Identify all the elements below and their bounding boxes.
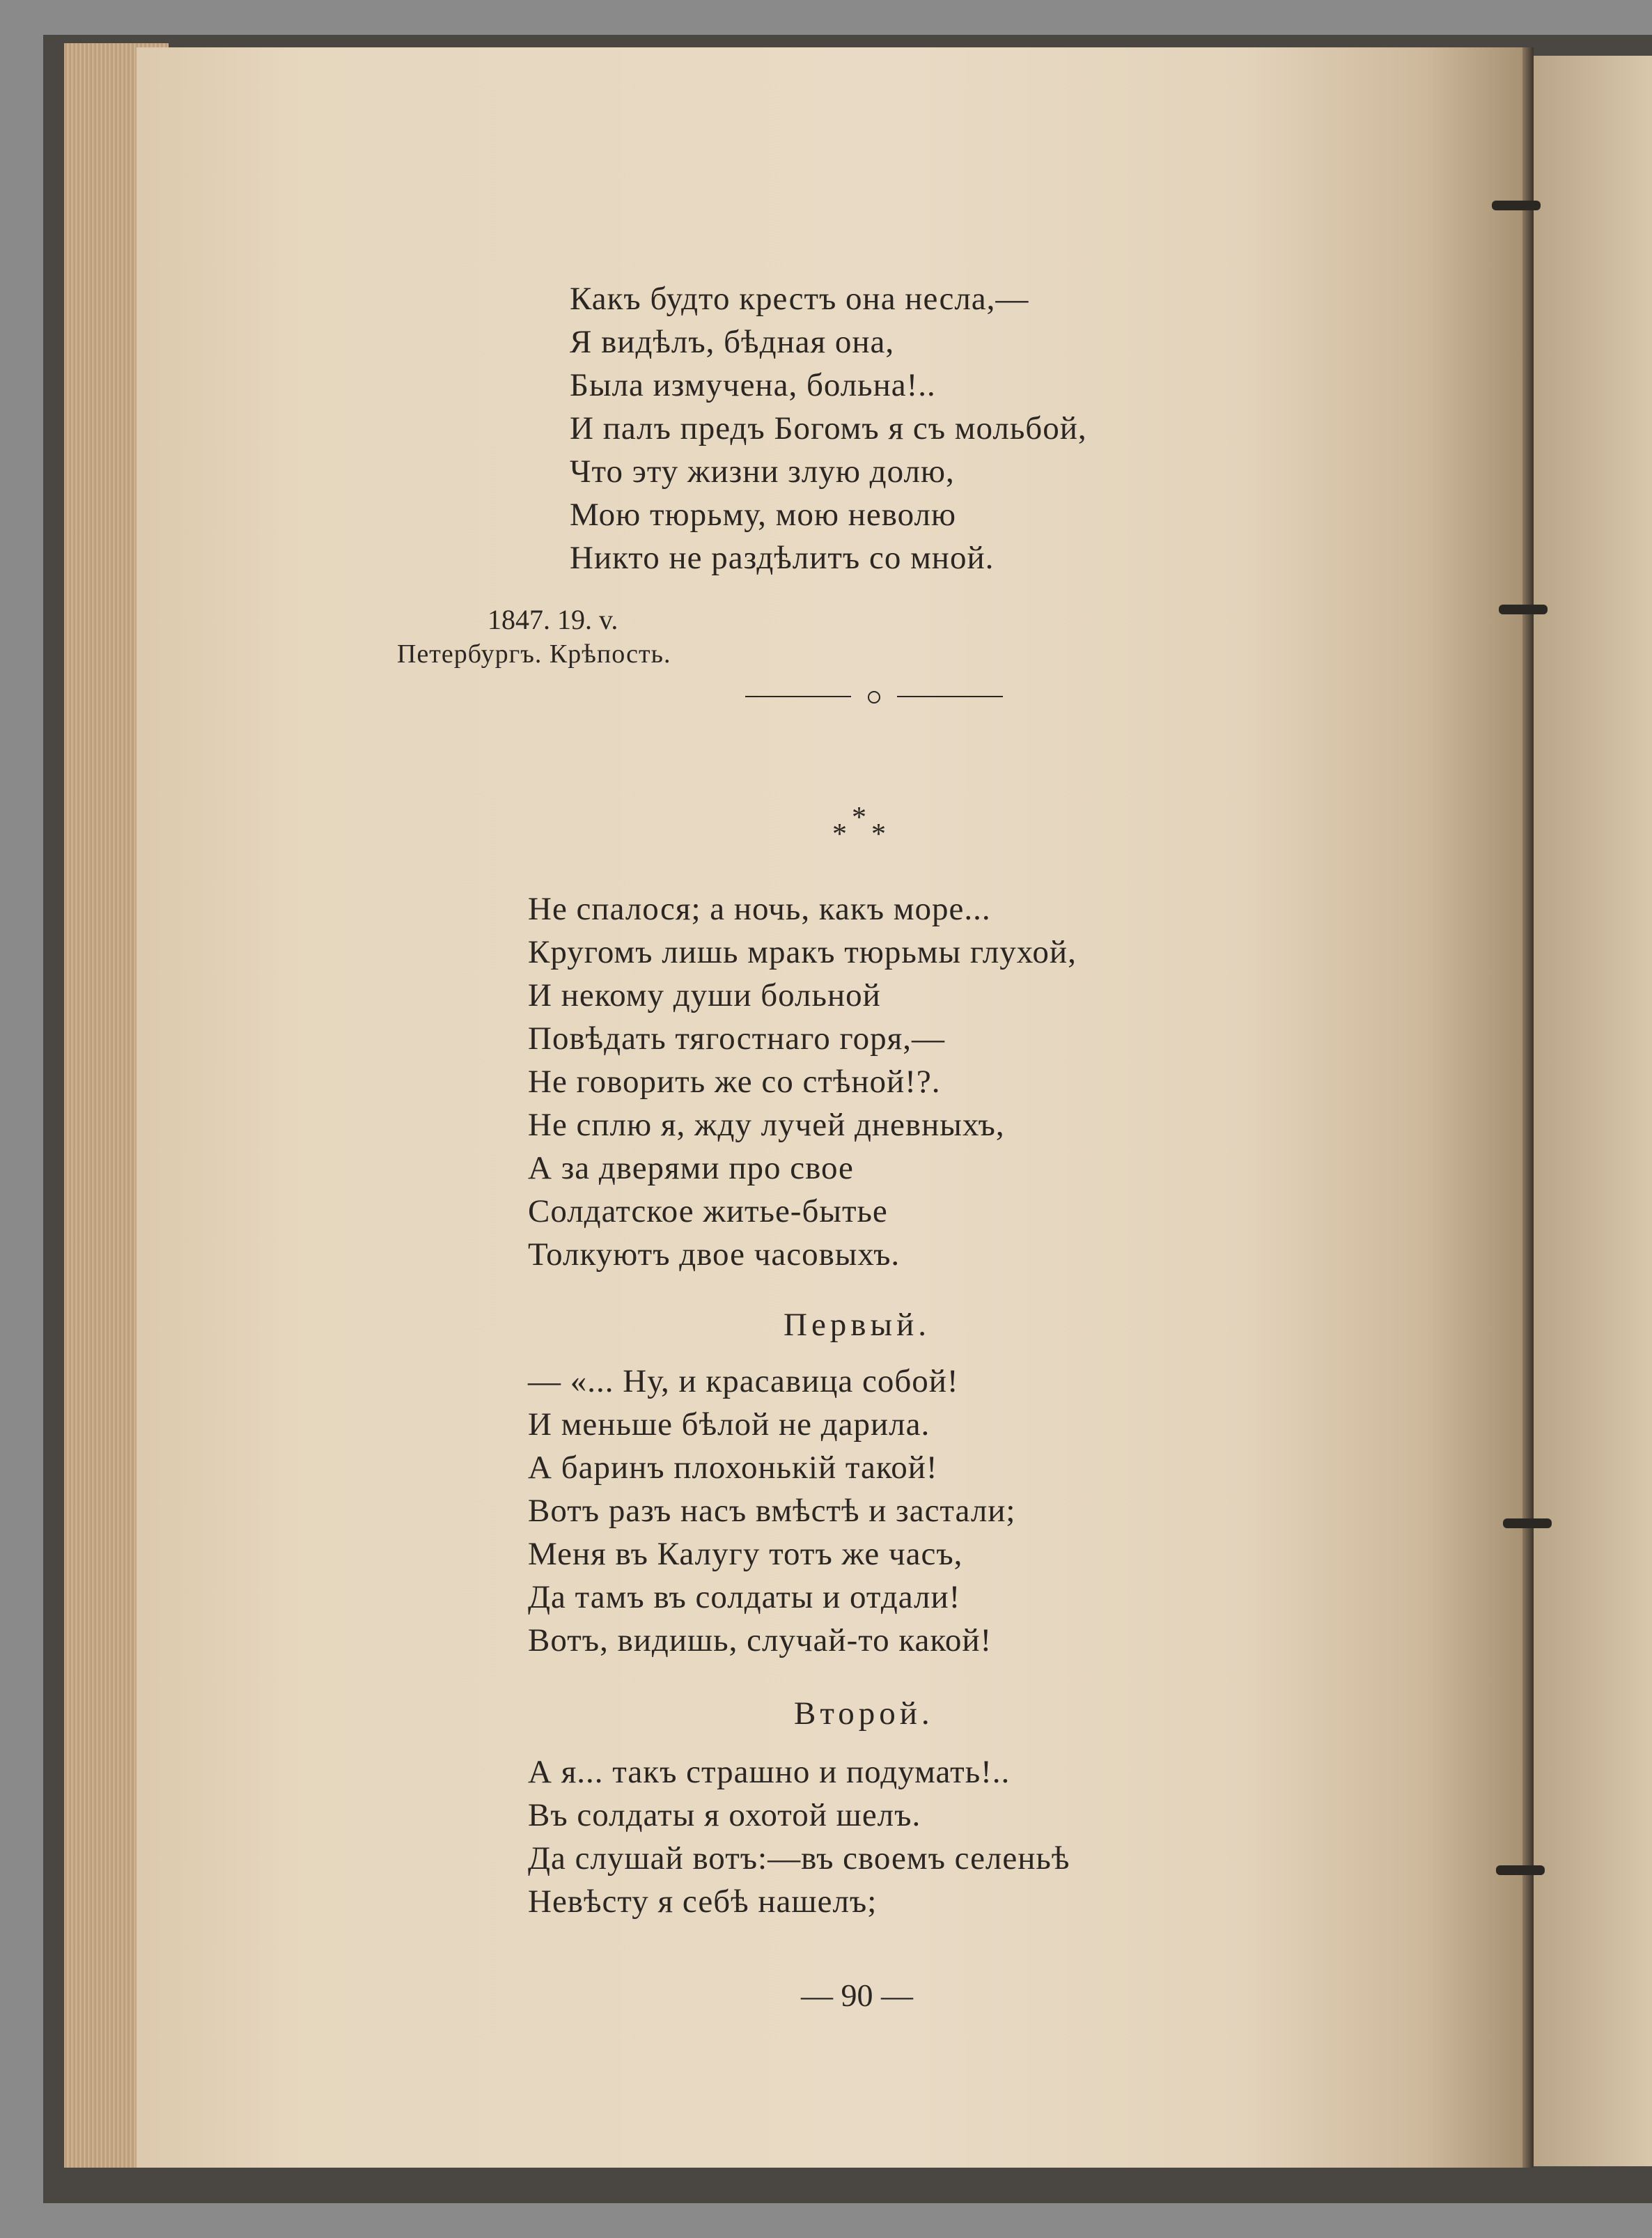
poem-line: А я... такъ страшно и подумать!.. xyxy=(528,1754,1011,1790)
book-gutter xyxy=(1522,47,1534,2168)
binding-stitch xyxy=(1492,201,1541,210)
poem-line: Да тамъ въ солдаты и отдали! xyxy=(528,1579,961,1615)
poem-line: Солдатское житье-бытье xyxy=(528,1193,888,1229)
poem-line: Не сплю я, жду лучей дневныхъ, xyxy=(528,1107,1005,1143)
divider-rule-right xyxy=(897,696,1003,697)
poem-line: Меня въ Калугу тотъ же часъ, xyxy=(528,1536,963,1572)
asterism xyxy=(832,801,888,850)
divider-rule-left xyxy=(745,696,851,697)
page-number: — 90 — xyxy=(801,1977,913,2013)
facing-page xyxy=(1534,56,1652,2166)
poem-line: Мою тюрьму, мою неволю xyxy=(570,497,957,533)
poem-date: 1847. 19. v. xyxy=(488,604,618,635)
binding-stitch xyxy=(1503,1518,1552,1528)
stanza-1 xyxy=(570,277,1087,580)
stanza-2 xyxy=(528,887,1077,1276)
section-divider xyxy=(745,685,1003,706)
poem-line: Повѣдать тягостнаго горя,— xyxy=(528,1020,945,1057)
poem-line: Кругомъ лишь мракъ тюрьмы глухой, xyxy=(528,934,1077,970)
poem-line: Въ солдаты я охотой шелъ. xyxy=(528,1797,921,1833)
binding-stitch xyxy=(1499,605,1548,614)
poem-line: Была измучена, больна!.. xyxy=(570,367,936,403)
poem-line: Не спалося; а ночь, какъ море... xyxy=(528,891,991,927)
poem-line: Какъ будто крестъ она несла,— xyxy=(570,281,1029,317)
poem-line: Что эту жизни злую долю, xyxy=(570,453,955,490)
poem-line: Не говорить же со стѣной!?. xyxy=(528,1064,941,1100)
poem-line: Толкуютъ двое часовыхъ. xyxy=(528,1236,901,1273)
speaker-heading-second: Второй. xyxy=(794,1695,934,1732)
poem-line: Вотъ, видишь, случай-то какой! xyxy=(528,1622,992,1658)
poem-line: И палъ предъ Богомъ я съ мольбой, xyxy=(570,410,1087,446)
stanza-4 xyxy=(528,1750,1070,1923)
binding-stitch xyxy=(1496,1865,1545,1875)
poem-line: Да слушай вотъ:—въ своемъ селеньѣ xyxy=(528,1840,1070,1876)
asterisk: * xyxy=(832,818,847,850)
asterisk: * xyxy=(871,818,886,850)
poem-line: А баринъ плохонькій такой! xyxy=(528,1450,938,1486)
poem-line: И меньше бѣлой не дарила. xyxy=(528,1406,930,1443)
poem-line: Никто не раздѣлитъ со мной. xyxy=(570,540,995,576)
poem-line: Вотъ разъ насъ вмѣстѣ и застали; xyxy=(528,1493,1016,1529)
poem-line: — «... Ну, и красавица собой! xyxy=(528,1363,959,1399)
divider-circle-ornament xyxy=(868,691,880,704)
asterisk: * xyxy=(852,802,866,834)
speaker-heading-first: Первый. xyxy=(784,1307,930,1343)
poem-line: Я видѣлъ, бѣдная она, xyxy=(570,324,895,360)
poem-place: Петербургъ. Крѣпость. xyxy=(397,639,671,669)
poem-line: Невѣсту я себѣ нашелъ; xyxy=(528,1883,878,1920)
poem-line: И некому души больной xyxy=(528,977,881,1013)
poem-line: А за дверями про свое xyxy=(528,1150,854,1186)
stanza-3 xyxy=(528,1360,1016,1662)
